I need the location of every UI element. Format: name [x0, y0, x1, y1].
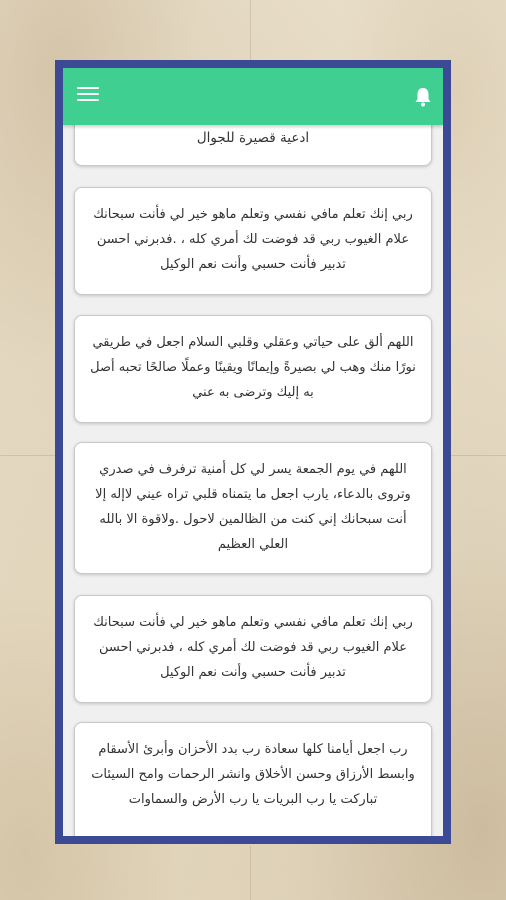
app-bar [63, 68, 443, 125]
bell-icon[interactable] [413, 86, 433, 108]
list-item[interactable] [74, 595, 432, 703]
dua-text: اللهم ألق على حياتي وعقلي وقلبي السلام اجعل في طريقي نورًا منك وهب لي بصيرةً وإيمانًا ويقينًا وعملًا صالحًا تحبه أصل به إليك وترضى به عني [90, 335, 416, 400]
dua-text: ربي إنك تعلم مافي نفسي وتعلم ماهو خير لي فأنت سبحانك علام الغيوب ربي قد فوضت لك أمري كله ، فدبرني احسن تدبير فأنت حسبي وأنت نعم الوكيل [93, 615, 413, 680]
list-item[interactable] [74, 442, 432, 574]
dua-list[interactable] [63, 125, 443, 836]
list-title-card[interactable] [74, 125, 432, 166]
list-item[interactable] [74, 187, 432, 295]
list-title: ادعية قصيرة للجوال [196, 130, 310, 146]
dua-text: اللهم في يوم الجمعة يسر لي كل أمنية ترفرف في صدري وتروى بالدعاء، يارب اجعل ما يتمناه قلبي تراه عيني لاإله إلا أنت سبحانك إني كنت من الظالمين لاحول .ولاقوة الا بالله العلي العظيم [95, 462, 411, 552]
list-item[interactable] [74, 722, 432, 836]
list-item[interactable] [74, 315, 432, 423]
phone-frame [55, 60, 451, 844]
dua-text: ربي إنك تعلم مافي نفسي وتعلم ماهو خير لي فأنت سبحانك علام الغيوب ربي قد فوضت لك أمري كله ، .فدبرني احسن تدبير فأنت حسبي وأنت نعم الوكيل [93, 207, 413, 272]
app-screen [63, 68, 443, 836]
hamburger-menu-icon[interactable] [77, 87, 99, 105]
dua-text: رب اجعل أيامنا كلها سعادة رب بدد الأحزان وأبرئ الأسقام وابسط الأرزاق وحسن الأخلاق وانشر الرحمات وامح السيئات تباركت يا رب البريات يا رب الأرض والسماوات [91, 742, 415, 807]
